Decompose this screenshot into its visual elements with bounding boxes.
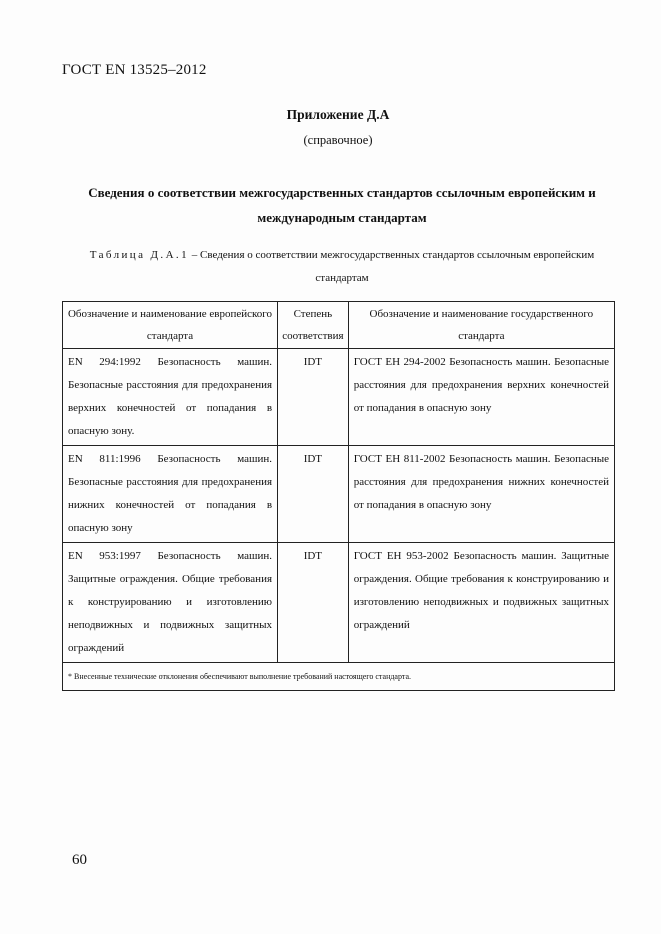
appendix-title: Приложение Д.А xyxy=(286,107,390,122)
section-title: Сведения о соответствии межгосударственных стандартов ссылочным европейским и международным стандартам xyxy=(88,185,596,225)
cell-national-standard: ГОСТ ЕН 953-2002 Безопасность машин. Защитные ограждения. Общие требования к конструированию и изготовлению неподвижных и подвижных защитных ограждений xyxy=(348,543,614,663)
header-european-standard: Обозначение и наименование европейского стандарта xyxy=(63,302,278,349)
cell-degree: IDT xyxy=(278,543,349,663)
cell-degree: IDT xyxy=(278,446,349,543)
appendix-subtitle: (справочное) xyxy=(303,133,373,147)
table-header-row xyxy=(63,302,615,349)
cell-european-standard: EN 294:1992 Безопасность машин. Безопасные расстояния для предохранения верхних конечностей от попадания в опасную зону. xyxy=(63,349,278,446)
table-caption xyxy=(62,244,622,290)
header-national-standard: Обозначение и наименование государственного стандарта xyxy=(348,302,614,349)
table-caption-label: Таблица Д.А.1 xyxy=(89,249,189,261)
table-caption-text: – Сведения о соответствии межгосударственных стандартов ссылочным европейским стандартам xyxy=(191,249,595,284)
cell-european-standard: EN 811:1996 Безопасность машин. Безопасные расстояния для предохранения нижних конечностей от попадания в опасную зону xyxy=(63,446,278,543)
cell-degree: IDT xyxy=(278,349,349,446)
table-footnote-row xyxy=(63,663,615,691)
table-row xyxy=(63,446,615,543)
table-row xyxy=(63,543,615,663)
cell-national-standard: ГОСТ ЕН 294-2002 Безопасность машин. Безопасные расстояния для предохранения верхних конечностей от попадания в опасную зону xyxy=(348,349,614,446)
cell-european-standard: EN 953:1997 Безопасность машин. Защитные ограждения. Общие требования к конструированию и изготовлению неподвижных и подвижных защитных ограждений xyxy=(63,543,278,663)
standards-table xyxy=(62,301,615,691)
table-footnote: * Внесенные технические отклонения обеспечивают выполнение требований настоящего стандарта. xyxy=(63,663,615,691)
cell-national-standard: ГОСТ ЕН 811-2002 Безопасность машин. Безопасные расстояния для предохранения нижних конечностей от попадания в опасную зону xyxy=(348,446,614,543)
document-code: ГОСТ EN 13525–2012 xyxy=(62,62,207,78)
page-number: 60 xyxy=(72,852,87,868)
table-row xyxy=(63,349,615,446)
header-degree: Степень соответствия xyxy=(278,302,349,349)
